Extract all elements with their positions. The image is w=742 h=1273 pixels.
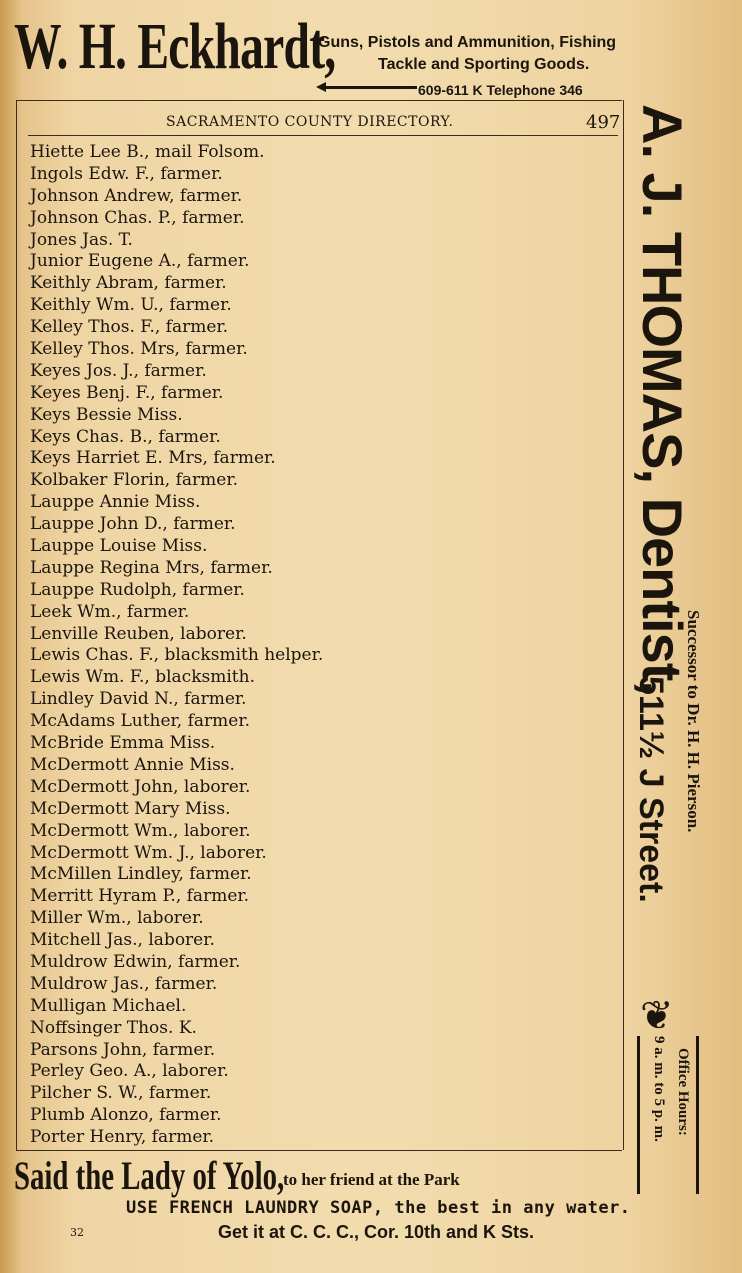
office-hours-title: Office Hours:	[675, 1048, 691, 1136]
directory-entry: Jones Jas. T.	[30, 229, 133, 250]
directory-entry: Lewis Wm. F., blacksmith.	[30, 667, 255, 688]
top-ad-line-1: Guns, Pistols and Ammunition, Fishing	[318, 34, 617, 51]
office-hours-text: 9 a. m. to 5 p. m.	[651, 1036, 667, 1142]
directory-entry: Keithly Abram, farmer.	[30, 273, 227, 294]
directory-entry: Kelley Thos. F., farmer.	[30, 317, 229, 338]
directory-entry: Mitchell Jas., laborer.	[30, 930, 215, 951]
directory-entry: Perley Geo. A., laborer.	[30, 1061, 229, 1082]
directory-entry: Parsons John, farmer.	[30, 1039, 216, 1060]
directory-entry: Keys Bessie Miss.	[30, 404, 183, 425]
directory-entry: Miller Wm., laborer.	[30, 908, 204, 929]
frame-bottom-rule	[16, 1150, 622, 1151]
directory-entry: McDermott Wm., laborer.	[30, 820, 251, 841]
directory-entry: McAdams Luther, farmer.	[30, 711, 251, 732]
side-ad-name: A. J. THOMAS, Dentist,	[631, 104, 694, 695]
directory-entry: Kelley Thos. Mrs, farmer.	[30, 339, 248, 360]
ornament-icon: ❦	[640, 993, 674, 1039]
directory-entry: Keys Chas. B., farmer.	[30, 426, 221, 447]
advertiser-name: W. H. Eckhardt,	[14, 10, 336, 83]
directory-entry: McDermott Wm. J., laborer.	[30, 842, 267, 863]
bottom-ad-headline: Said the Lady of Yolo,	[14, 1153, 285, 1198]
bottom-ad-subline: to her friend at the Park	[283, 1170, 460, 1189]
directory-entry: Junior Eugene A., farmer.	[30, 251, 250, 272]
directory-entry: Johnson Andrew, farmer.	[30, 185, 243, 206]
directory-entry: Lauppe John D., farmer.	[30, 514, 236, 535]
directory-entry: Keyes Jos. J., farmer.	[30, 360, 207, 381]
directory-list	[30, 142, 323, 1149]
directory-entry: Pilcher S. W., farmer.	[30, 1083, 212, 1104]
directory-entry: Lauppe Rudolph, farmer.	[30, 579, 245, 600]
directory-entry: Ingols Edw. F., farmer.	[30, 163, 223, 184]
directory-entry: Noffsinger Thos. K.	[30, 1017, 197, 1038]
signature-number: 32	[70, 1226, 84, 1239]
directory-entry: Plumb Alonzo, farmer.	[30, 1105, 222, 1126]
header-rule	[28, 135, 618, 136]
directory-entry: Lewis Chas. F., blacksmith helper.	[30, 645, 324, 666]
arrow-icon	[322, 86, 417, 89]
directory-entry: Keithly Wm. U., farmer.	[30, 295, 232, 316]
directory-entry: Lauppe Regina Mrs, farmer.	[30, 557, 273, 578]
running-header: SACRAMENTO COUNTY DIRECTORY.	[166, 114, 454, 130]
top-ad-line-3: 609-611 K Telephone 346	[418, 82, 583, 98]
page-number: 497	[586, 112, 621, 133]
directory-entry: Mulligan Michael.	[30, 995, 187, 1016]
directory-entry: Lauppe Louise Miss.	[30, 536, 208, 557]
directory-entry: Muldrow Edwin, farmer.	[30, 951, 241, 972]
directory-entry: Keys Harriet E. Mrs, farmer.	[30, 448, 276, 469]
directory-entry: Kolbaker Florin, farmer.	[30, 470, 239, 491]
bottom-ad-line-2: USE FRENCH LAUNDRY SOAP, the best in any water.	[126, 1198, 631, 1218]
top-ad-line-2: Tackle and Sporting Goods.	[378, 56, 590, 73]
directory-entry: Muldrow Jas., farmer.	[30, 973, 218, 994]
directory-entry: McBride Emma Miss.	[30, 733, 216, 754]
bottom-ad-line-3: Get it at C. C. C., Cor. 10th and K Sts.	[218, 1222, 535, 1242]
directory-entry: McDermott Mary Miss.	[30, 798, 231, 819]
directory-entry: Keyes Benj. F., farmer.	[30, 382, 224, 403]
directory-entry: McDermott John, laborer.	[30, 776, 251, 797]
directory-entry: McDermott Annie Miss.	[30, 754, 235, 775]
directory-entry: Lauppe Annie Miss.	[30, 492, 201, 513]
directory-entry: McMillen Lindley, farmer.	[30, 864, 252, 885]
directory-entry: Porter Henry, farmer.	[30, 1127, 215, 1148]
directory-entry: Johnson Chas. P., farmer.	[30, 207, 245, 228]
side-ad-address: 511½ J Street.	[632, 676, 670, 903]
directory-entry: Merritt Hyram P., farmer.	[30, 886, 250, 907]
directory-entry: Leek Wm., farmer.	[30, 601, 190, 622]
directory-entry: Lindley David N., farmer.	[30, 689, 247, 710]
side-ad-successor: Successor to Dr. H. H. Pierson.	[684, 610, 703, 833]
directory-entry: Hiette Lee B., mail Folsom.	[30, 142, 265, 162]
directory-entry: Lenville Reuben, laborer.	[30, 623, 247, 644]
